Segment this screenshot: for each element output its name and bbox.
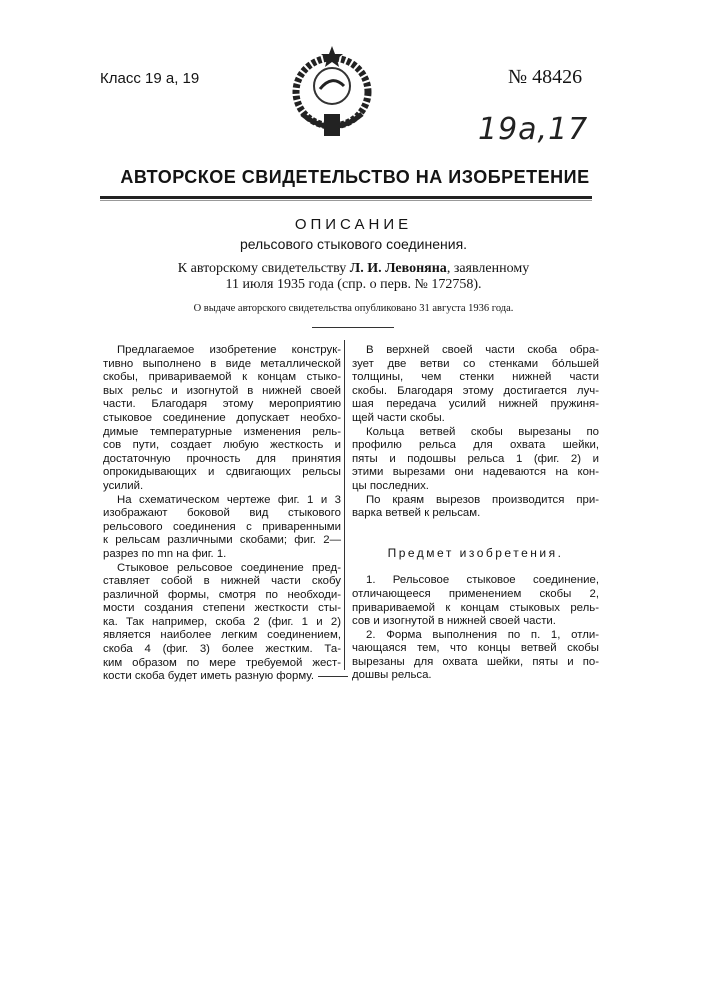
right-paragraphs [352, 344, 599, 521]
text-line: опрокидывающих и сдвигающих рельсы [103, 466, 341, 480]
text-line: ка. Так например, скоба 2 (фиг. 1 и 2) [103, 616, 341, 630]
text-line: кости скоба будет иметь разную форму. [103, 670, 341, 684]
certificate-line-2: 11 июля 1935 года (спр. о перв. № 172758). [0, 277, 707, 293]
paragraph [352, 426, 599, 494]
text-line: рельсового соединения с приваренными [103, 521, 341, 535]
text-line: скоба 4 (фиг. 3) более жестким. Та- [103, 643, 341, 657]
paragraph [352, 494, 599, 521]
text-line: Предлагаемое изобретение конструк- [103, 344, 341, 358]
text-line: различной формы, смотря по необходи- [103, 589, 341, 603]
text-line: достаточную прочность для принятия [103, 453, 341, 467]
text-line: усилий. [103, 480, 341, 494]
text-line: сов и изогнутой в нижней своей части. [352, 615, 599, 629]
text-line: этими вырезами они надеваются на кон- [352, 466, 599, 480]
claim-item [352, 629, 599, 683]
text-line: вырезаны для охвата шейки, пяты и по- [352, 656, 599, 670]
text-line: мости создания степени жесткости сты- [103, 602, 341, 616]
description-subtitle: рельсового стыкового соединения. [0, 236, 707, 252]
paragraph [352, 344, 599, 426]
text-line: щей части скобы. [352, 412, 599, 426]
claims-heading: Предмет изобретения. [352, 547, 599, 561]
text-line: Кольца ветвей скобы вырезаны по [352, 426, 599, 440]
text-line: зует две ветви со стенками бо́льшей [352, 358, 599, 372]
cert-post: , заявленному [447, 261, 529, 276]
text-line: дошвы рельса. [352, 669, 599, 683]
text-line: чающаяся тем, что концы ветвей скобы [352, 642, 599, 656]
text-line: является наиболее легким соединением, [103, 629, 341, 643]
right-column [352, 344, 599, 683]
text-line: толщины, чем стенки нижней части [352, 371, 599, 385]
left-column [103, 344, 341, 684]
text-line: димые температурные изменения рель- [103, 426, 341, 440]
paragraph [103, 562, 341, 684]
text-line: Стыковое рельсовое соединение пред- [103, 562, 341, 576]
text-line: тивно выполнено в виде металлической [103, 358, 341, 372]
text-line: сов пути, создает любую жесткость и [103, 439, 341, 453]
text-line: скобы, привариваемой к концам стыко- [103, 371, 341, 385]
ussr-emblem-icon [290, 44, 375, 139]
text-line: части. Благодаря этому мероприятию [103, 398, 341, 412]
description-heading: ОПИСАНИЕ [0, 216, 707, 233]
text-line: 1. Рельсовое стыковое соединение, [352, 574, 599, 588]
handwritten-note: 19a,17 [478, 112, 588, 147]
text-line: По краям вырезов производится при- [352, 494, 599, 508]
text-line: В верхней своей части скоба обра- [352, 344, 599, 358]
text-line: шая передача усилий нижней пружиня- [352, 398, 599, 412]
text-line: профилю рельса для охвата шейки, [352, 439, 599, 453]
author-name: Л. И. Левоняна [350, 261, 447, 276]
title-rule [100, 196, 592, 199]
document-title: АВТОРСКОЕ СВИДЕТЕЛЬСТВО НА ИЗОБРЕТЕНИЕ [110, 166, 600, 188]
claim-item [352, 574, 599, 628]
text-line: варка ветвей к рельсам. [352, 507, 599, 521]
publication-note: О выдаче авторского свидетельства опубликовано 31 августа 1936 года. [0, 303, 707, 314]
text-line: привариваемой к концам стыковых рель- [352, 602, 599, 616]
text-line: 2. Форма выполнения по п. 1, отли- [352, 629, 599, 643]
paragraph [103, 494, 341, 562]
text-line: разрез по mn на фиг. 1. [103, 548, 341, 562]
text-line: ставляет собой в нижней части скобу [103, 575, 341, 589]
claims-list [352, 574, 599, 683]
end-rule [318, 676, 348, 677]
cert-pre: К авторскому свидетельству [178, 261, 350, 276]
text-line: На схематическом чертеже фиг. 1 и 3 [103, 494, 341, 508]
patent-number: № 48426 [508, 66, 582, 89]
text-line: ким образом по мере требуемой жест- [103, 657, 341, 671]
text-line: отличающееся применением скобы 2, [352, 588, 599, 602]
text-line: вых рельс и изогнутой в нижней своей [103, 385, 341, 399]
text-line: изображают боковой вид стыкового [103, 507, 341, 521]
section-rule [312, 327, 394, 328]
text-line: пяты и подошвы рельса 1 (фиг. 2) и [352, 453, 599, 467]
text-line: скобы. Благодаря этому достигается луч- [352, 385, 599, 399]
paragraph [103, 344, 341, 494]
text-line: цы последних. [352, 480, 599, 494]
certificate-line-1 [0, 261, 707, 277]
title-rule-thin [100, 200, 592, 201]
text-line: стыковое соединение допускает необхо- [103, 412, 341, 426]
column-divider [344, 340, 345, 670]
class-label: Класс 19 а, 19 [100, 70, 199, 87]
text-line: к рельсам различными скобами; фиг. 2— [103, 534, 341, 548]
